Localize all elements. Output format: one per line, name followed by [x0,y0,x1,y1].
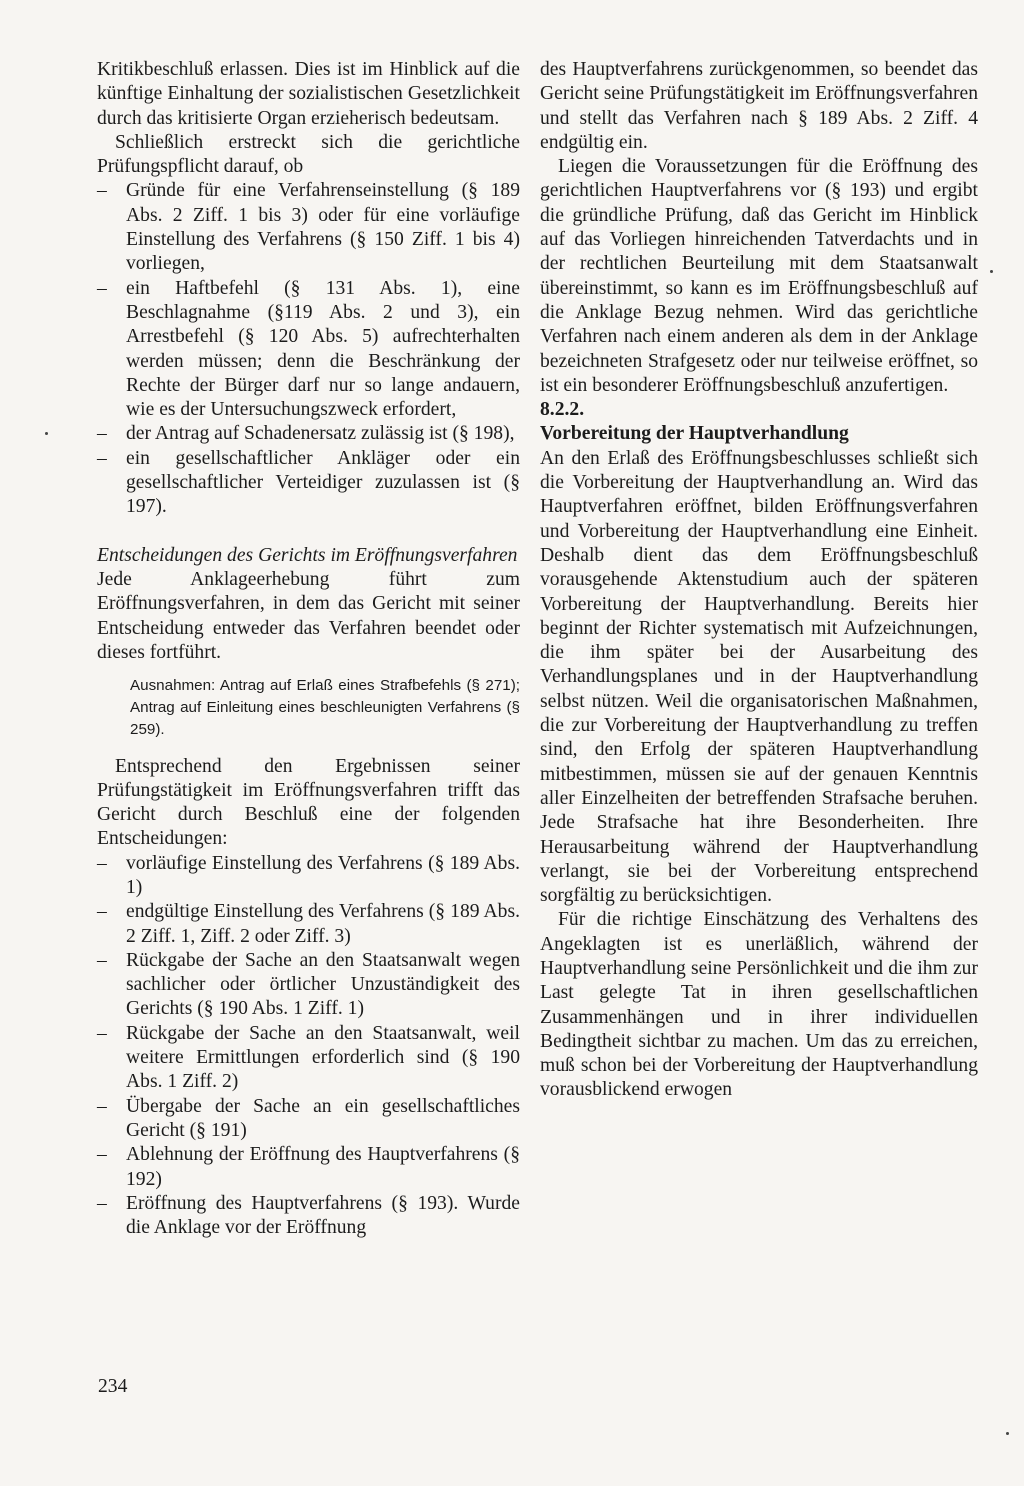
paragraph: Jede Anklageerhebung führt zum Eröffnungsverfahren, in dem das Gericht mit seiner Entscheidung entweder das Verfahren beendet oder dieses fortführt. [97,568,520,663]
list-item-text: Rückgabe der Sache an den Staatsanwalt, weil weitere Ermittlungen erforderlich sind (§ 190 Abs. 1 Ziff. 2) [126,1022,520,1093]
list-item-text: Übergabe der Sache an ein gesellschaftliches Gericht (§ 191) [126,1095,520,1141]
section-title: Vorbereitung der Hauptverhandlung [540,423,849,445]
italic-subheading: Entscheidungen des Gerichts im Eröffnungsverfahren [97,544,518,566]
list-item-text: endgültige Einstellung des Verfahrens (§ 189 Abs. 2 Ziff. 1, Ziff. 2 oder Ziff. 3) [126,901,520,947]
paragraph: Schließlich erstreckt sich die gerichtliche Prüfungspflicht darauf, ob [97,131,520,178]
list-item: – endgültige Einstellung des Verfahrens (§ 189 Abs. 2 Ziff. 1, Ziff. 2 oder Ziff. 3) [97,901,520,947]
note: Ausnahmen: Antrag auf Erlaß eines Strafbefehls (§ 271); Antrag auf Einleitung eines beschleunigten Verfahrens (§ 259). [130,677,520,738]
list-item: – ein gesellschaftlicher Ankläger oder ein gesellschaftlicher Verteidiger zuzulassen ist (§ 197). [97,447,520,518]
list-item: – Ablehnung der Eröffnung des Hauptverfahrens (§ 192) [97,1144,520,1190]
list-item-text: Rückgabe der Sache an den Staatsanwalt wegen sachlicher oder örtlicher Unzuständigkeit des Gerichts (§ 190 Abs. 1 Ziff. 1) [126,949,520,1020]
scan-speck [45,432,48,435]
list-item: – Gründe für eine Verfahrenseinstellung (§ 189 Abs. 2 Ziff. 1 bis 3) oder für eine vorläufige Einstellung des Verfahrens (§ 150 Ziff. 1 bis 4) vorliegen, [97,180,520,275]
list-decisions [97,852,520,1241]
list-item-text: Gründe für eine Verfahrenseinstellung (§ 189 Abs. 2 Ziff. 1 bis 3) oder für eine vorläufige Einstellung des Verfahrens (§ 150 Ziff. 1 bis 4) vorliegen, [126,180,520,275]
right-column [540,58,978,1103]
list-item-text: ein Haftbefehl (§ 131 Abs. 1), eine Beschlagnahme (§119 Abs. 2 und 3), ein Arrestbefehl (§ 120 Abs. 5) aufrechterhalten werden müssen; denn die Beschränkung der Rechte der Bürger darf nur so lange andauern, wie es der Untersuchungszweck erfordert, [126,277,520,421]
list-item-text: ein gesellschaftlicher Ankläger oder ein gesellschaftlicher Verteidiger zuzulassen ist (§ 197). [126,447,520,518]
list-item: – der Antrag auf Schadenersatz zulässig ist (§ 198), [97,423,515,445]
scan-speck [990,270,993,273]
list-item: – Rückgabe der Sache an den Staatsanwalt wegen sachlicher oder örtlicher Unzuständigkeit des Gerichts (§ 190 Abs. 1 Ziff. 1) [97,949,520,1020]
list-item-text: der Antrag auf Schadenersatz zulässig ist (§ 198), [126,423,515,445]
paragraph: des Hauptverfahrens zurückgenommen, so beendet das Gericht seine Prüfungstätigkeit im Eröffnungsverfahren und stellt das Verfahren nach § 189 Abs. 2 Ziff. 4 endgültig ein. [540,59,978,153]
left-column [97,58,520,1240]
list-item: – ein Haftbefehl (§ 131 Abs. 1), eine Beschlagnahme (§119 Abs. 2 und 3), ein Arrestbefehl (§ 120 Abs. 5) aufrechterhalten werden müssen; denn die Beschränkung der Rechte der Bürger darf nur so lange andauern, wie es der Untersuchungszweck erfordert, [97,277,520,421]
list-item-text: Ablehnung der Eröffnung des Hauptverfahrens (§ 192) [126,1144,520,1190]
list-check-duties [97,179,520,519]
list-item: – Eröffnung des Hauptverfahrens (§ 193). Wurde die Anklage vor der Eröffnung [97,1192,520,1239]
section-number: 8.2.2. [540,399,585,421]
paragraph: Entsprechend den Ergebnissen seiner Prüfungstätigkeit im Eröffnungsverfahren trifft das Gericht durch Beschluß eine der folgenden Entscheidungen: [97,755,520,850]
list-item: – Rückgabe der Sache an den Staatsanwalt, weil weitere Ermittlungen erforderlich sind (§ 190 Abs. 1 Ziff. 2) [97,1022,520,1093]
paragraph: An den Erlaß des Eröffnungsbeschlusses schließt sich die Vorbereitung der Hauptverhandlung an. Wird das Hauptverfahren eröffnet, bilden Eröffnungsverfahren und Vorbereitung der Hauptverhandlung eine Einheit. Deshalb dient das dem Eröffnungsbeschluß vorausgehende Aktenstudium auch der späteren Vorbereitung der Hauptverhandlung. Bereits hier beginnt der Richter systematisch mit Aufzeichnungen, die ihm später bei der Ausarbeitung des Verhandlungsplanes und in der Hauptverhandlung selbst nützen. Weil die organisatorischen Maßnahmen, die zur Vorbereitung der Hauptverhandlung zu treffen sind, den Erfolg der späteren Hauptverhandlung mitbestimmen, müssen sie auf der genauen Kenntnis aller Einzelheiten der betreffenden Strafsache beruhen. Jede Strafsache hat ihre Besonderheiten. Ihre Herausarbeitung während der Hauptverhandlung verlangt, sie bei der Vorbereitung entsprechend sorgfältig zu berücksichtigen. [540,447,978,907]
paragraph: Für die richtige Einschätzung des Verhaltens des Angeklagten ist es unerläßlich, während der Hauptverhandlung seine Persönlichkeit und die ihm zur Last gelegte Tat in ihren gesellschaftlichen Zusammenhängen und in ihrer individuellen Bedingtheit sichtbar zu machen. Um das zu erreichen, muß schon bei der Vorbereitung der Hauptverhandlung vorausblickend erwogen [540,909,978,1101]
list-item-text: vorläufige Einstellung des Verfahrens (§ 189 Abs. 1) [126,852,520,898]
scan-speck [1006,1432,1009,1435]
paragraph: Kritikbeschluß erlassen. Dies ist im Hinblick auf die künftige Einhaltung der sozialistischen Gesetzlichkeit durch das kritisierte Organ erzieherisch bedeutsam. [97,59,520,129]
paragraph: Liegen die Voraussetzungen für die Eröffnung des gerichtlichen Hauptverfahrens vor (§ 193) und ergibt die gründliche Prüfung, daß das Gericht im Hinblick auf das Vorliegen hinreichenden Tatverdachts und in der rechtlichen Beurteilung mit dem Staatsanwalt übereinstimmt, so kann es im Eröffnungsbeschluß auf die Anklage Bezug nehmen. Wird das gerichtliche Verfahren nach einem anderen als dem in der Anklage bezeichneten Strafgesetz oder nur teilweise eröffnet, so ist ein besonderer Eröffnungsbeschluß anzufertigen. [540,156,978,396]
list-item: – Übergabe der Sache an ein gesellschaftliches Gericht (§ 191) [97,1095,520,1141]
list-item-text: Eröffnung des Hauptverfahrens (§ 193). Wurde die Anklage vor der Eröffnung [126,1192,520,1239]
list-item: – vorläufige Einstellung des Verfahrens (§ 189 Abs. 1) [97,852,520,898]
page-number: 234 [98,1376,128,1397]
